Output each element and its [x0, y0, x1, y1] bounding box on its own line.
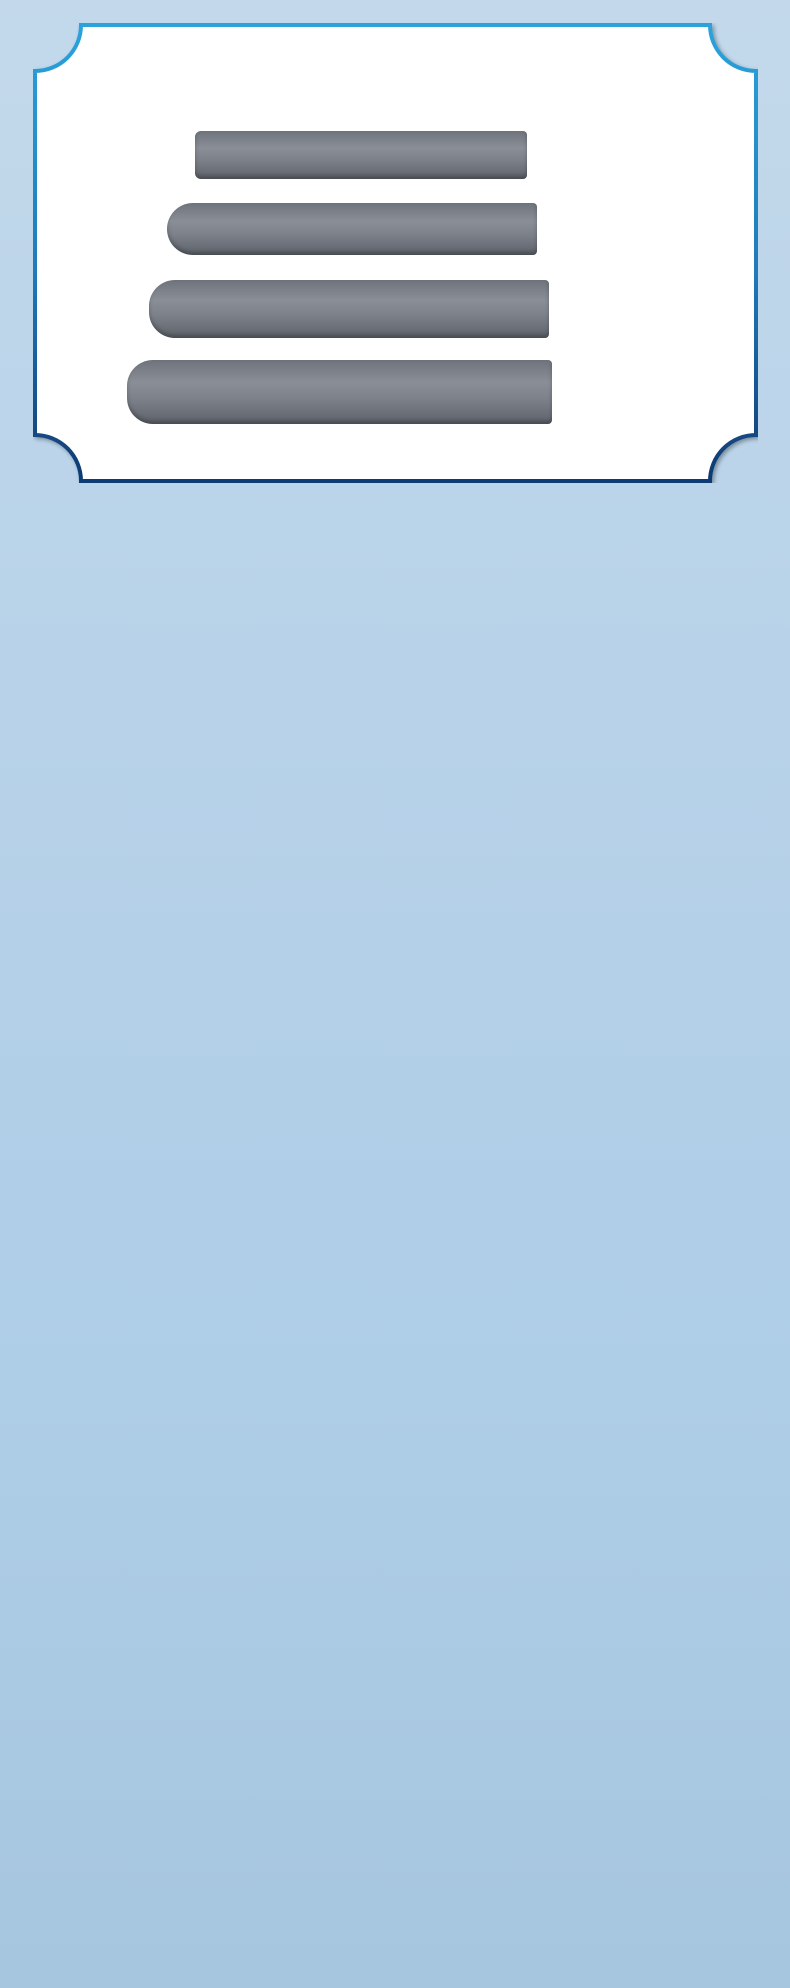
product-photo-frame: [33, 23, 758, 483]
titanium-anode-tubes-photo: [33, 23, 758, 483]
